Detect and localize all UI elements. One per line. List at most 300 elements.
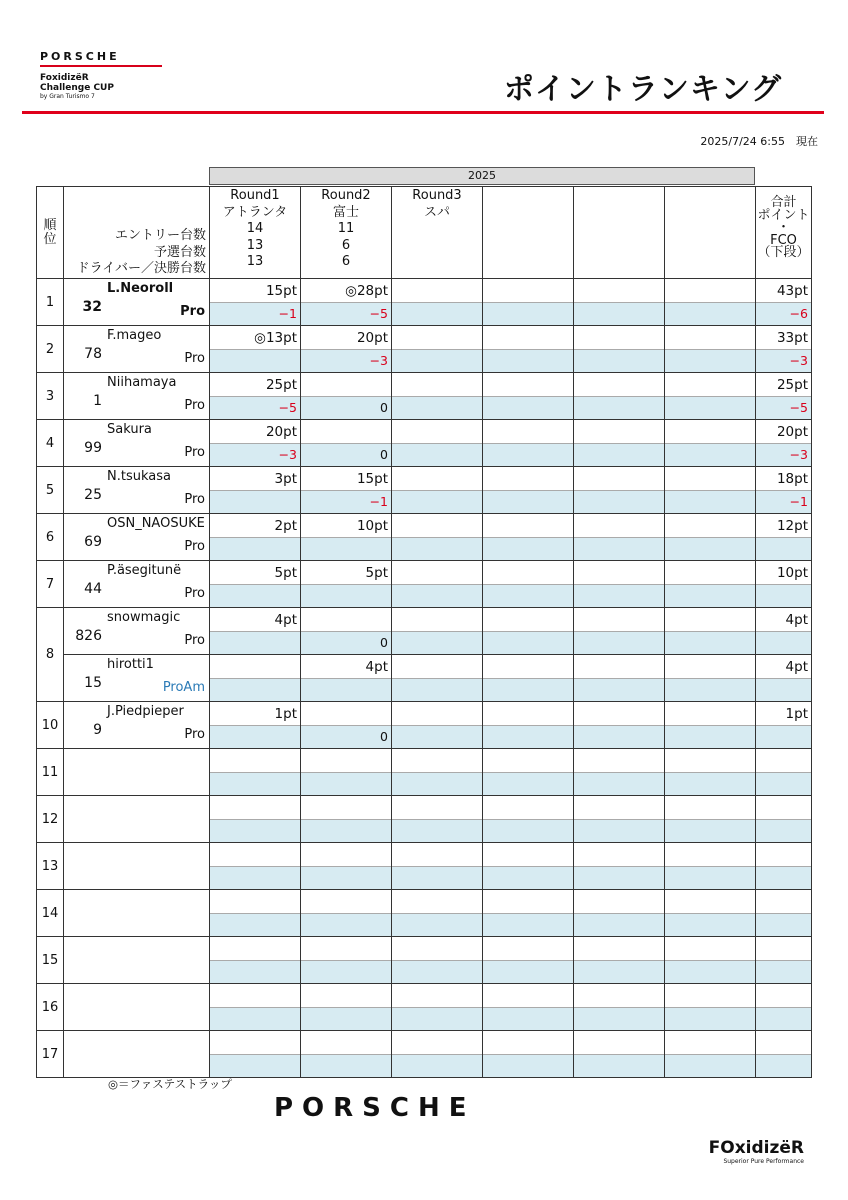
driver-cell <box>64 420 210 467</box>
fco-value: −6 <box>756 303 811 325</box>
points-value <box>665 749 755 773</box>
table-row <box>37 420 812 467</box>
points-value <box>392 326 482 350</box>
fco-value <box>483 538 573 560</box>
points-value <box>392 702 482 726</box>
driver-class: Pro <box>184 351 205 366</box>
round-track: アトランタ <box>222 204 288 220</box>
points-value <box>483 655 573 679</box>
fco-value <box>574 397 664 419</box>
round-6-cell <box>665 1031 756 1078</box>
points-value <box>756 843 811 867</box>
points-value <box>665 1031 755 1055</box>
round-6-cell <box>665 749 756 796</box>
fco-value: −3 <box>756 350 811 372</box>
round-6-cell <box>665 890 756 937</box>
points-value <box>392 420 482 444</box>
points-value <box>392 749 482 773</box>
page-title: ポイントランキング <box>503 72 782 107</box>
points-value <box>301 608 391 632</box>
round-4-cell <box>483 749 574 796</box>
fco-value <box>665 538 755 560</box>
table-row <box>37 326 812 373</box>
round-entries: 14 <box>246 221 264 236</box>
fco-value <box>210 350 300 372</box>
fco-value: −5 <box>301 303 391 325</box>
driver-cell <box>64 796 210 843</box>
updated-date: 2025/7/24 6:55 現在 <box>700 135 818 148</box>
fco-value <box>574 1055 664 1077</box>
foxidizer-name: FOxidizëR <box>708 1138 804 1158</box>
fco-value: 0 <box>301 726 391 748</box>
round-6-cell <box>665 984 756 1031</box>
round-5-cell <box>574 655 665 702</box>
round-name: Round2 <box>321 188 371 203</box>
points-value: 20pt <box>301 326 391 350</box>
fco-value <box>483 726 573 748</box>
points-value <box>756 796 811 820</box>
points-value: 25pt <box>210 373 300 397</box>
points-value <box>392 796 482 820</box>
round-header <box>301 187 392 279</box>
points-value <box>392 561 482 585</box>
round-5-cell <box>574 420 665 467</box>
total-header-line: （下段） <box>757 245 810 260</box>
car-number: 78 <box>84 346 102 362</box>
round-3-cell <box>392 1031 483 1078</box>
fco-value <box>665 679 755 701</box>
driver-class: Pro <box>184 586 205 601</box>
rank-cell: 15 <box>37 937 64 984</box>
points-value <box>392 843 482 867</box>
round-3-cell <box>392 561 483 608</box>
table-row <box>37 984 812 1031</box>
car-number: 32 <box>82 299 102 315</box>
round-header <box>665 187 756 279</box>
points-value <box>574 608 664 632</box>
driver-class: Pro <box>184 398 205 413</box>
points-value: 1pt <box>756 702 811 726</box>
table-row <box>37 796 812 843</box>
fco-value <box>392 773 482 795</box>
round-5-cell <box>574 984 665 1031</box>
fco-value: −3 <box>301 350 391 372</box>
round-1-cell <box>210 796 301 843</box>
points-value: 20pt <box>756 420 811 444</box>
points-value <box>392 890 482 914</box>
fco-value <box>392 1055 482 1077</box>
round-2-cell <box>301 467 392 514</box>
fco-value <box>574 679 664 701</box>
points-value: 5pt <box>210 561 300 585</box>
points-value <box>665 467 755 491</box>
points-value <box>574 843 664 867</box>
round-3-cell <box>392 420 483 467</box>
rank-cell: 10 <box>37 702 64 749</box>
fco-value <box>483 679 573 701</box>
table-row <box>37 561 812 608</box>
points-value <box>665 373 755 397</box>
fco-value <box>756 585 811 607</box>
fco-value <box>756 726 811 748</box>
porsche-footer-logo: PORSCHE <box>274 1093 476 1123</box>
ranking-table <box>36 186 812 1078</box>
fco-value <box>210 961 300 983</box>
fco-value <box>665 444 755 466</box>
driver-class: Pro <box>184 539 205 554</box>
rank-cell: 8 <box>37 608 64 702</box>
points-value <box>665 843 755 867</box>
points-value <box>392 1031 482 1055</box>
car-number: 69 <box>84 534 102 550</box>
points-value: ◎13pt <box>210 326 300 350</box>
round-1-cell <box>210 514 301 561</box>
fco-value <box>483 820 573 842</box>
driver-name: hirotti1 <box>107 657 154 672</box>
total-cell <box>756 326 812 373</box>
round-2-cell <box>301 326 392 373</box>
fco-value: 0 <box>301 444 391 466</box>
round-header <box>392 187 483 279</box>
total-cell <box>756 561 812 608</box>
points-value <box>301 984 391 1008</box>
round-2-cell <box>301 514 392 561</box>
points-value <box>483 1031 573 1055</box>
points-value <box>483 467 573 491</box>
points-value: 33pt <box>756 326 811 350</box>
total-header <box>756 187 812 279</box>
round-6-cell <box>665 796 756 843</box>
round-4-cell <box>483 608 574 655</box>
car-number: 25 <box>84 487 102 503</box>
round-1-cell <box>210 279 301 326</box>
points-value: 15pt <box>210 279 300 303</box>
fco-value <box>301 538 391 560</box>
points-value <box>665 608 755 632</box>
fco-value <box>301 585 391 607</box>
fco-value: 0 <box>301 397 391 419</box>
car-number: 1 <box>93 393 102 409</box>
total-cell <box>756 796 812 843</box>
round-5-cell <box>574 467 665 514</box>
points-value <box>301 937 391 961</box>
points-value <box>301 796 391 820</box>
fco-value <box>392 726 482 748</box>
round-5-cell <box>574 796 665 843</box>
points-value <box>392 937 482 961</box>
fco-value <box>483 867 573 889</box>
fco-value <box>756 679 811 701</box>
round-4-cell <box>483 890 574 937</box>
total-cell <box>756 702 812 749</box>
points-value: 43pt <box>756 279 811 303</box>
total-cell <box>756 279 812 326</box>
car-number: 44 <box>84 581 102 597</box>
round-4-cell <box>483 655 574 702</box>
points-value <box>574 279 664 303</box>
rank-header-line: 位 <box>43 232 57 247</box>
round-2-cell <box>301 890 392 937</box>
fco-value <box>210 726 300 748</box>
fco-value <box>392 350 482 372</box>
round-3-cell <box>392 655 483 702</box>
points-value: 4pt <box>301 655 391 679</box>
round-1-cell <box>210 1031 301 1078</box>
points-value <box>665 890 755 914</box>
driver-class: Pro <box>184 727 205 742</box>
fco-value <box>665 1008 755 1030</box>
fco-value <box>483 961 573 983</box>
points-value: 20pt <box>210 420 300 444</box>
round-6-cell <box>665 279 756 326</box>
round-4-cell <box>483 937 574 984</box>
fco-value <box>301 773 391 795</box>
fco-value <box>392 585 482 607</box>
round-1-cell <box>210 420 301 467</box>
fco-value <box>483 444 573 466</box>
fco-value <box>210 914 300 936</box>
rank-cell: 16 <box>37 984 64 1031</box>
driver-name: OSN_NAOSUKE <box>107 516 205 531</box>
round-1-cell <box>210 608 301 655</box>
fco-value <box>392 397 482 419</box>
fco-value <box>210 538 300 560</box>
round-4-cell <box>483 373 574 420</box>
points-value <box>483 326 573 350</box>
driver-cell <box>64 937 210 984</box>
brand-logo <box>40 50 162 100</box>
fco-value <box>210 820 300 842</box>
fco-value <box>483 350 573 372</box>
round-3-cell <box>392 467 483 514</box>
total-cell <box>756 749 812 796</box>
points-value <box>574 467 664 491</box>
round-2-cell <box>301 1031 392 1078</box>
brand-line-3: by Gran Turismo 7 <box>40 93 95 100</box>
round-2-cell <box>301 749 392 796</box>
round-4-cell <box>483 796 574 843</box>
round-2-cell <box>301 420 392 467</box>
points-value: 10pt <box>756 561 811 585</box>
fco-value <box>756 867 811 889</box>
round-6-cell <box>665 420 756 467</box>
fco-value <box>665 632 755 654</box>
round-name: Round3 <box>412 188 462 203</box>
round-1-cell <box>210 467 301 514</box>
points-value <box>301 1031 391 1055</box>
points-value <box>483 796 573 820</box>
driver-cell <box>64 514 210 561</box>
round-5-cell <box>574 702 665 749</box>
round-5-cell <box>574 373 665 420</box>
points-value <box>301 843 391 867</box>
points-value <box>392 467 482 491</box>
fco-value <box>665 491 755 513</box>
round-5-cell <box>574 890 665 937</box>
fco-value <box>210 632 300 654</box>
round-1-cell <box>210 749 301 796</box>
round-5-cell <box>574 326 665 373</box>
round-2-cell <box>301 937 392 984</box>
fco-value <box>574 914 664 936</box>
round-6-cell <box>665 937 756 984</box>
round-6-cell <box>665 561 756 608</box>
driver-cell <box>64 890 210 937</box>
fco-value <box>574 820 664 842</box>
fco-value: −1 <box>756 491 811 513</box>
round-2-cell <box>301 608 392 655</box>
table-row <box>37 749 812 796</box>
points-value <box>210 843 300 867</box>
round-4-cell <box>483 702 574 749</box>
table-row <box>37 702 812 749</box>
points-value <box>483 373 573 397</box>
rank-cell: 4 <box>37 420 64 467</box>
points-value <box>574 373 664 397</box>
fco-value <box>574 867 664 889</box>
round-5-cell <box>574 749 665 796</box>
fco-value <box>392 867 482 889</box>
fco-value <box>392 444 482 466</box>
total-cell <box>756 420 812 467</box>
table-row <box>37 937 812 984</box>
fco-value <box>574 350 664 372</box>
points-value <box>574 890 664 914</box>
round-4-cell <box>483 1031 574 1078</box>
points-value <box>665 796 755 820</box>
points-value: 12pt <box>756 514 811 538</box>
rank-cell: 7 <box>37 561 64 608</box>
car-number: 9 <box>93 722 102 738</box>
fco-value <box>574 961 664 983</box>
round-2-cell <box>301 843 392 890</box>
driver-cell <box>64 608 210 655</box>
points-value <box>483 890 573 914</box>
round-3-cell <box>392 890 483 937</box>
round-2-cell <box>301 655 392 702</box>
points-value <box>483 279 573 303</box>
points-value <box>665 937 755 961</box>
fco-value <box>301 961 391 983</box>
round-track: スパ <box>423 204 450 220</box>
round-4-cell <box>483 326 574 373</box>
points-value <box>483 749 573 773</box>
fco-value <box>392 820 482 842</box>
points-value <box>574 937 664 961</box>
fco-value <box>665 961 755 983</box>
driver-class: Pro <box>184 445 205 460</box>
round-3-cell <box>392 279 483 326</box>
driver-cell <box>64 1031 210 1078</box>
points-value <box>210 984 300 1008</box>
points-value <box>665 514 755 538</box>
fco-value <box>756 1008 811 1030</box>
round-6-cell <box>665 843 756 890</box>
points-value <box>665 655 755 679</box>
fco-value <box>210 867 300 889</box>
points-value <box>392 984 482 1008</box>
fco-value <box>483 397 573 419</box>
round-6-cell <box>665 702 756 749</box>
points-value <box>574 514 664 538</box>
total-header-line: ・ <box>776 220 790 235</box>
rank-cell: 17 <box>37 1031 64 1078</box>
qualifying-count-label: 予選台数 <box>153 244 206 260</box>
round-2-cell <box>301 984 392 1031</box>
driver-cell <box>64 373 210 420</box>
points-value <box>574 420 664 444</box>
round-3-cell <box>392 702 483 749</box>
points-value <box>301 749 391 773</box>
points-value <box>483 514 573 538</box>
fco-value <box>392 538 482 560</box>
points-value: 25pt <box>756 373 811 397</box>
points-value <box>301 890 391 914</box>
driver-name: J.Piedpieper <box>107 704 184 719</box>
points-value <box>301 420 391 444</box>
brand-line-2: Challenge CUP <box>40 83 114 93</box>
fco-value <box>483 1055 573 1077</box>
points-value <box>392 514 482 538</box>
fco-value <box>756 773 811 795</box>
fco-value <box>756 961 811 983</box>
round-3-cell <box>392 984 483 1031</box>
round-2-cell <box>301 702 392 749</box>
fco-value <box>210 773 300 795</box>
driver-class: Pro <box>184 633 205 648</box>
title-divider <box>22 111 824 114</box>
round-qualifying: 13 <box>246 237 264 253</box>
points-value <box>210 796 300 820</box>
round-finals: 6 <box>341 254 351 269</box>
points-value <box>301 702 391 726</box>
round-5-cell <box>574 843 665 890</box>
round-6-cell <box>665 467 756 514</box>
table-row <box>37 843 812 890</box>
round-6-cell <box>665 373 756 420</box>
driver-cell <box>64 702 210 749</box>
round-4-cell <box>483 420 574 467</box>
points-value <box>665 702 755 726</box>
points-value <box>756 984 811 1008</box>
round-2-cell <box>301 279 392 326</box>
rank-cell: 12 <box>37 796 64 843</box>
total-cell <box>756 1031 812 1078</box>
round-5-cell <box>574 279 665 326</box>
fco-value: −5 <box>210 397 300 419</box>
fco-value <box>301 1008 391 1030</box>
total-cell <box>756 984 812 1031</box>
fco-value: −1 <box>301 491 391 513</box>
fco-value <box>756 632 811 654</box>
fco-value <box>574 538 664 560</box>
fco-value <box>301 679 391 701</box>
fco-value <box>756 1055 811 1077</box>
driver-cell <box>64 749 210 796</box>
table-row <box>37 279 812 326</box>
table-row <box>37 890 812 937</box>
round-6-cell <box>665 326 756 373</box>
round-4-cell <box>483 561 574 608</box>
driver-cell <box>64 561 210 608</box>
driver-class: Pro <box>184 492 205 507</box>
fco-value <box>210 1008 300 1030</box>
fco-value: −3 <box>756 444 811 466</box>
round-1-cell <box>210 655 301 702</box>
fco-value <box>756 914 811 936</box>
round-5-cell <box>574 561 665 608</box>
driver-class: ProAm <box>162 680 205 695</box>
